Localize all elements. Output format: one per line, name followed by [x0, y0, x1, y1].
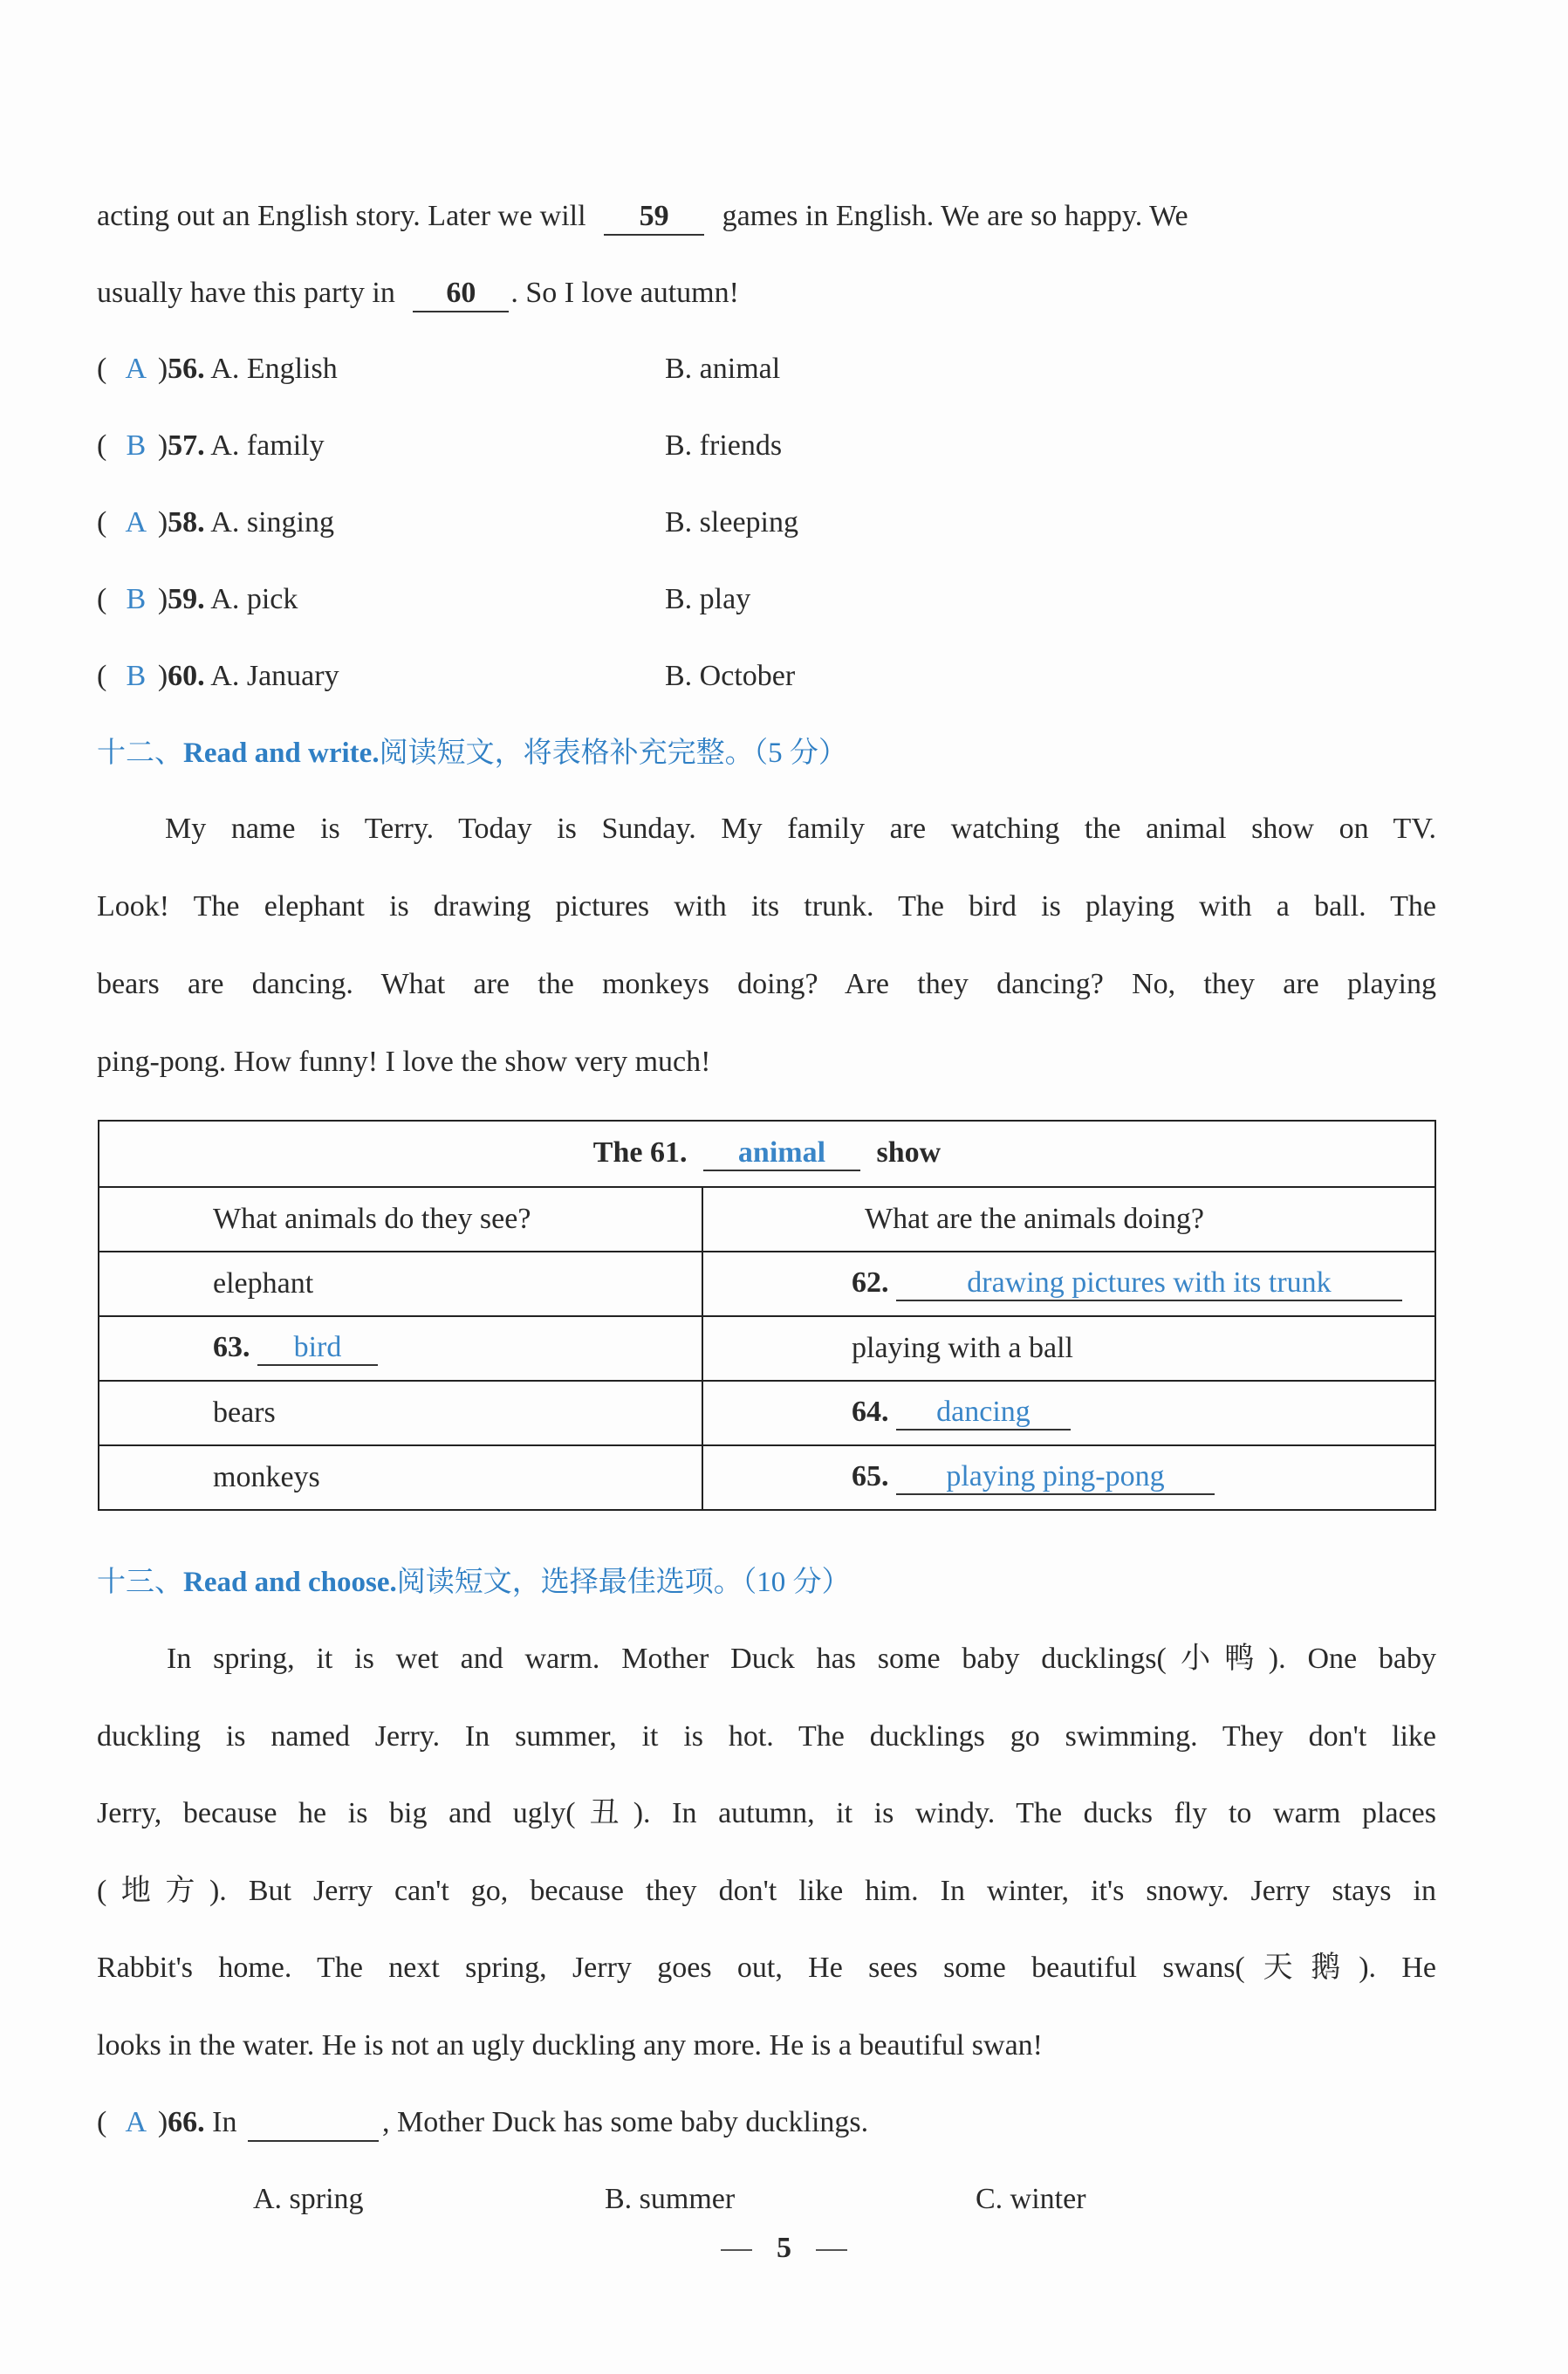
page-number [0, 2232, 1568, 2265]
question-blank [248, 2105, 379, 2142]
table-title [99, 1121, 1435, 1187]
section-title-cn: 阅读短文，将表格补充完整。 [379, 738, 754, 769]
action-cell [702, 1445, 1435, 1510]
answer-mark: A [125, 2106, 147, 2138]
question-number: 63. [213, 1331, 250, 1363]
s13-line-1: In spring, it is wet and warm. Mother Duck has some baby ducklings(小鸭). One baby [167, 1643, 1436, 1675]
question-number: 58. [168, 506, 205, 539]
question-number: 64. [852, 1396, 889, 1428]
question-number: 56. [168, 353, 205, 385]
question-number: 66. [168, 2106, 205, 2138]
s13-line-6: looks in the water. He is not an ugly duckling any more. He is a beautiful swan! [97, 2029, 1043, 2062]
answer-65: playing ping-pong [896, 1460, 1215, 1495]
mc-question-60: ( B )60. A. January [97, 660, 339, 692]
passage-line-2 [97, 276, 739, 312]
page-number-text: 5 [777, 2232, 791, 2264]
mc-question-58: ( A )58. A. singing [97, 506, 334, 539]
option-a: A. January [210, 660, 339, 692]
s12-line-2: Look! The elephant is drawing pictures with its trunk. The bird is playing with a ball. The [97, 890, 1436, 923]
animal-cell [99, 1316, 702, 1381]
option-a: A. singing [210, 506, 334, 539]
s13-line-3: Jerry, because he is big and ugly(丑). In autumn, it is windy. The ducks fly to warm places [97, 1797, 1436, 1829]
s12-line-1: My name is Terry. Today is Sunday. My family are watching the animal show on TV. [165, 813, 1436, 845]
blank-59: 59 [604, 199, 704, 236]
action-cell [702, 1381, 1435, 1445]
passage-text: . So I love autumn! [510, 277, 739, 309]
section-title-en: Read and write. [183, 738, 380, 769]
s12-line-4: ping-pong. How funny! I love the show very much! [97, 1046, 711, 1078]
passage-text: usually have this party in [97, 277, 395, 309]
section-13-heading [97, 1565, 851, 1600]
question-number: 59. [168, 583, 205, 615]
passage-line-1 [97, 199, 1188, 236]
s13-line-5: Rabbit's home. The next spring, Jerry goes out, He sees some beautiful swans(天鹅). He [97, 1952, 1436, 1984]
answer-mark: B [126, 583, 147, 615]
animal-cell: elephant [99, 1252, 702, 1316]
section-numeral: 十二、 [97, 738, 183, 769]
table-title-text: show [876, 1136, 941, 1169]
table-row [99, 1445, 1435, 1510]
mc-question-59: ( B )59. A. pick [97, 583, 298, 615]
option-b: B. summer [605, 2183, 736, 2215]
passage-text: games in English. We are so happy. We [722, 200, 1188, 232]
option-a: A. spring [253, 2183, 364, 2215]
option-a: A. English [210, 353, 338, 385]
table-header-row [99, 1187, 1435, 1252]
animal-cell: monkeys [99, 1445, 702, 1510]
table-row [99, 1316, 1435, 1381]
section-12-heading [97, 736, 847, 771]
section-title-cn: 阅读短文，选择最佳选项。 [396, 1567, 743, 1598]
mc-question-66: ( A )66. In , Mother Duck has some baby ducklings. [97, 2105, 868, 2142]
action-cell: playing with a ball [702, 1316, 1435, 1381]
question-number: 65. [852, 1460, 889, 1492]
section-title-en: Read and choose. [183, 1567, 397, 1598]
answer-table [98, 1120, 1436, 1511]
question-text: In [212, 2106, 237, 2138]
answer-mark: B [126, 660, 147, 692]
mc-option-b-58: B. sleeping [665, 506, 798, 539]
passage-text: acting out an English story. Later we will [97, 200, 586, 232]
mc-question-56: ( A )56. A. English [97, 353, 338, 385]
answer-mark: B [126, 429, 147, 462]
option-a: A. pick [210, 583, 298, 615]
mc-option-b-57: B. friends [665, 429, 783, 462]
question-number: 62. [852, 1266, 889, 1299]
col1-header: What animals do they see? [99, 1187, 702, 1252]
s13-line-2: duckling is named Jerry. In summer, it is hot. The ducklings go swimming. They don't like [97, 1720, 1436, 1753]
section-points: （5 分） [753, 738, 847, 769]
table-title-row [99, 1121, 1435, 1187]
option-a: A. family [210, 429, 325, 462]
dash-right [816, 2249, 847, 2251]
option-c: C. winter [976, 2183, 1086, 2215]
s12-line-3: bears are dancing. What are the monkeys doing? Are they dancing? No, they are playing [97, 968, 1436, 1000]
table-row [99, 1381, 1435, 1445]
blank-60: 60 [413, 276, 509, 312]
question-number: 57. [168, 429, 205, 462]
question-text: , Mother Duck has some baby ducklings. [381, 2106, 869, 2138]
answer-64: dancing [896, 1396, 1071, 1431]
answer-mark: A [125, 506, 147, 539]
section-points: （10 分） [742, 1567, 851, 1598]
table-title-text: The 61. [592, 1136, 688, 1169]
action-cell [702, 1252, 1435, 1316]
col2-header: What are the animals doing? [702, 1187, 1435, 1252]
answer-62: drawing pictures with its trunk [896, 1266, 1402, 1301]
table-row [99, 1252, 1435, 1316]
dash-left [721, 2249, 752, 2251]
section-numeral: 十三、 [97, 1567, 183, 1598]
s13-line-4: (地方). But Jerry can't go, because they don't like him. In winter, it's snowy. Jerry stays in [97, 1875, 1436, 1907]
mc-question-57: ( B )57. A. family [97, 429, 325, 462]
mc-option-b-56: B. animal [665, 353, 781, 385]
answer-61: animal [703, 1136, 860, 1171]
answer-mark: A [125, 353, 147, 385]
answer-63: bird [257, 1331, 378, 1366]
mc-option-b-59: B. play [665, 583, 751, 615]
animal-cell: bears [99, 1381, 702, 1445]
mc-option-b-60: B. October [665, 660, 796, 692]
question-number: 60. [168, 660, 205, 692]
